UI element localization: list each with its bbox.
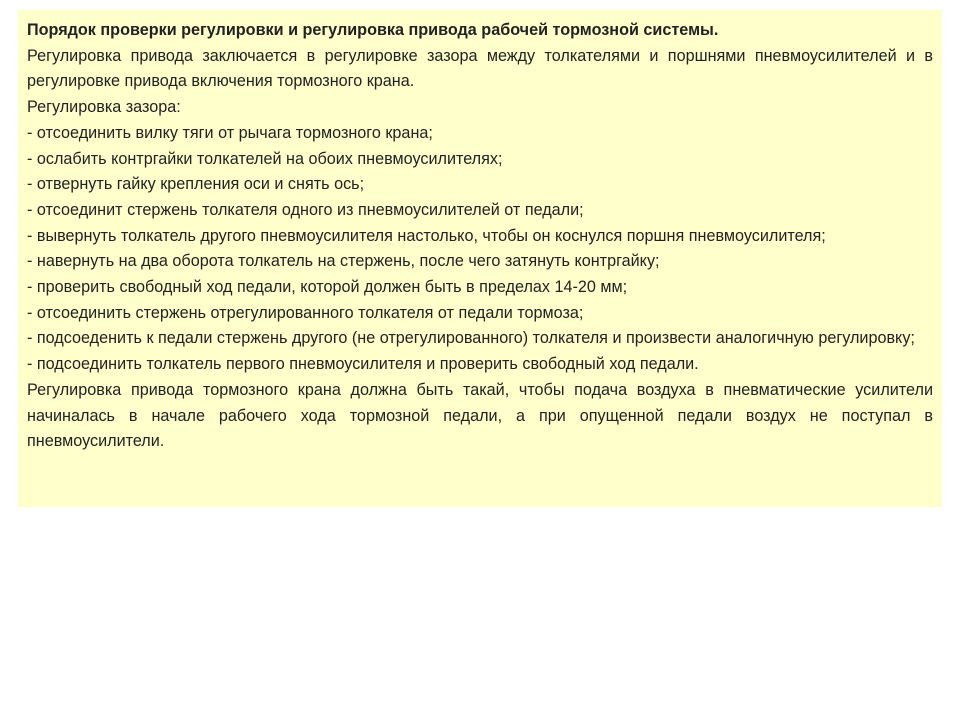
step-item: - отвернуть гайку крепления оси и снять ось; [27, 175, 365, 194]
document-title: Порядок проверки регулировки и регулировка привода рабочей тормозной системы. [27, 21, 719, 39]
step-item: - ослабить контргайки толкателей на обоих пневмоусилителях; [27, 149, 503, 168]
step-item: - подсоединить толкатель первого пневмоусилителя и проверить свободный ход педали. [27, 355, 699, 374]
step-item: - отсоединит стержень толкателя одного из пневмоусилителей от педали; [27, 200, 584, 219]
step-item: - навернуть на два оборота толкатель на стержень, после чего затянуть контргайку; [27, 252, 660, 271]
step-item: - вывернуть толкатель другого пневмоусилителя настолько, чтобы он коснулся поршня пневмоусилителя; [27, 226, 826, 245]
instruction-text-box [18, 10, 942, 507]
step-item: - проверить свободный ход педали, которой должен быть в пределах 14-20 мм; [27, 278, 628, 297]
conclusion-paragraph: Регулировка привода тормозного крана должна быть такай, чтобы подача воздуха в пневматические усилители начиналась в начале рабочего хода тормозной педали, а при опущенной педали воздух не поступал в пневмоусилители. [27, 380, 933, 451]
step-item: - отсоединить вилку тяги от рычага тормозного крана; [27, 123, 433, 142]
gap-heading: Регулировка зазора: [27, 98, 181, 117]
intro-paragraph: Регулировка привода заключается в регулировке зазора между толкателями и поршнями пневмоусилителей и в регулировке привода включения тормозного крана. [27, 46, 933, 91]
step-item: - отсоединить стержень отрегулированного толкателя от педали тормоза; [27, 303, 584, 322]
step-item: - подсоеденить к педали стержень другого (не отрегулированного) толкателя и произвести аналогичную регулировку; [27, 329, 915, 348]
